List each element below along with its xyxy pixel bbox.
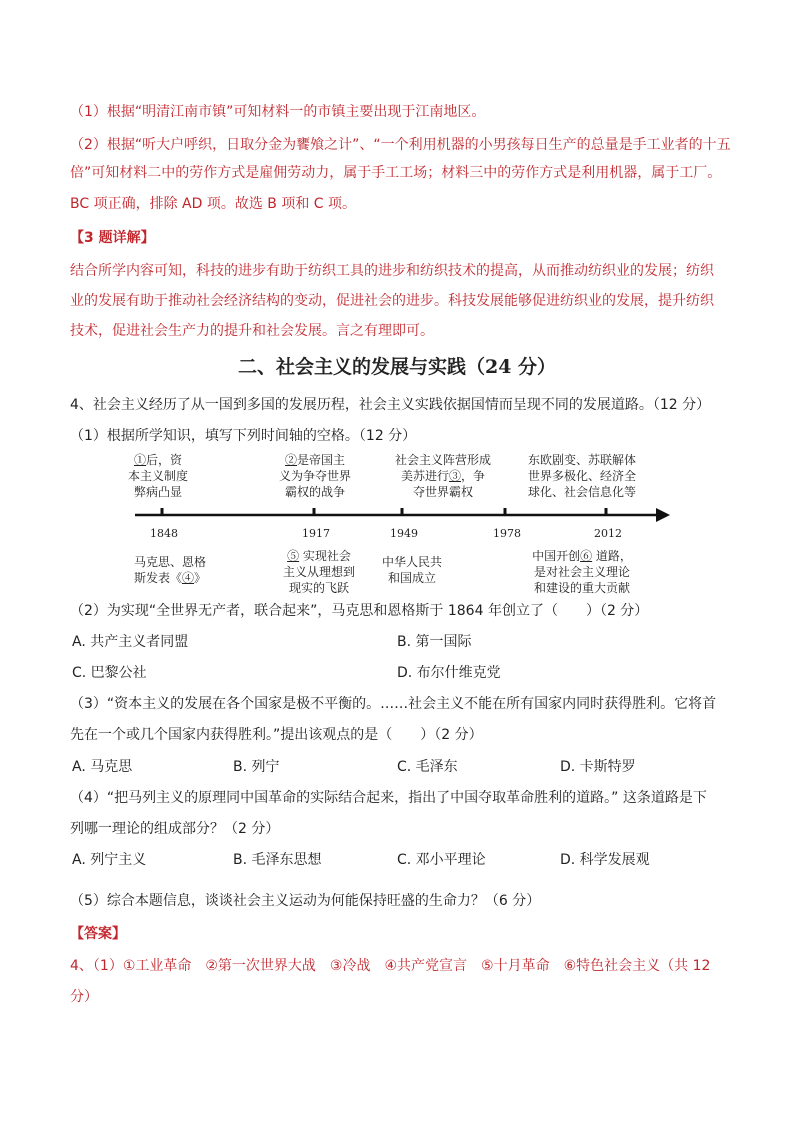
analysis-paragraph: （1）根据“明清江南市镇”可知材料一的市镇主要出现于江南地区。 bbox=[70, 104, 486, 120]
answer-text: 分） bbox=[70, 989, 98, 1005]
analysis-paragraph: （2）根据“听大户呼织，日取分金为饔飧之计”、“一个利用机器的小男孩每日生产的总量是手工业者的十五 bbox=[70, 137, 731, 153]
option-d[interactable]: D. 卡斯特罗 bbox=[560, 759, 636, 775]
blank-3: ③ bbox=[448, 469, 461, 483]
blank-5: ⑤ bbox=[287, 549, 300, 563]
timeline-bottom-label: ⑤ 实现社会 主义从理想到 现实的飞跃 bbox=[282, 549, 355, 595]
option-b[interactable]: B. 毛泽东思想 bbox=[233, 852, 322, 868]
sub-question-1: （1）根据所学知识，填写下列时间轴的空格。（12 分） bbox=[70, 428, 417, 444]
sub-question-2: （2）为实现“全世界无产者，联合起来”，马克思和恩格斯于 1864 年创立了（ ）（2 分） bbox=[70, 603, 649, 619]
option-c[interactable]: C. 毛泽东 bbox=[397, 759, 458, 775]
section-title: 二、社会主义的发展与实践（24 分） bbox=[237, 356, 557, 378]
analysis-paragraph: 技术，促进社会生产力的提升和社会发展。言之有理即可。 bbox=[70, 323, 434, 339]
year-label: 1917 bbox=[302, 527, 330, 540]
question-stem: 4、社会主义经历了从一国到多国的发展历程，社会主义实践依据国情而呈现不同的发展道路。（12 分） bbox=[70, 397, 711, 413]
blank-4: ④ bbox=[181, 571, 194, 585]
analysis-paragraph: 业的发展有助于推动社会经济结构的变动，促进社会的进步。科技发展能够促进纺织业的发展，提升纺织 bbox=[70, 293, 714, 309]
year-label: 1949 bbox=[390, 527, 418, 540]
option-b[interactable]: B. 第一国际 bbox=[397, 634, 472, 650]
option-d[interactable]: D. 布尔什维克党 bbox=[397, 665, 501, 681]
timeline-bottom-label: 中国开创⑥ 道路， 是对社会主义理论 和建设的重大贡献 bbox=[532, 549, 632, 595]
blank-6: ⑥ bbox=[580, 549, 593, 563]
sub-question-4: 列哪一理论的组成部分？（2 分） bbox=[70, 821, 280, 837]
option-a[interactable]: A. 列宁主义 bbox=[72, 852, 147, 868]
timeline-bottom-label: 马克思、恩格 斯发表《④》 bbox=[133, 555, 207, 585]
sub-question-3: （3）“资本主义的发展在各个国家是极不平衡的。……社会主义不能在所有国家内同时获得胜利。它将首 bbox=[70, 696, 717, 712]
option-c[interactable]: C. 巴黎公社 bbox=[72, 665, 147, 681]
option-c[interactable]: C. 邓小平理论 bbox=[397, 852, 486, 868]
q3-detail-heading: 【3 题详解】 bbox=[70, 230, 155, 246]
year-label: 1978 bbox=[493, 527, 521, 540]
option-d[interactable]: D. 科学发展观 bbox=[560, 852, 650, 868]
analysis-paragraph: BC 项正确，排除 AD 项。故选 B 项和 C 项。 bbox=[70, 196, 357, 212]
sub-question-5: （5）综合本题信息，谈谈社会主义运动为何能保持旺盛的生命力？（6 分） bbox=[70, 893, 541, 909]
timeline-bottom-label: 中华人民共 和国成立 bbox=[381, 555, 442, 585]
blank-2: ② bbox=[284, 453, 297, 467]
timeline-top-label: 东欧剧变、苏联解体 世界多极化、经济全 球化、社会信息化等 bbox=[527, 453, 636, 499]
answer-text: 4、（1）①工业革命 ②第一次世界大战 ③冷战 ④共产党宣言 ⑤十月革命 ⑥特色社会主义（共 12 bbox=[70, 958, 711, 974]
sub-question-4: （4）“把马列主义的原理同中国革命的实际结合起来，指出了中国夺取革命胜利的道路。” 这条道路是下 bbox=[70, 790, 707, 806]
answer-heading: 【答案】 bbox=[70, 926, 126, 942]
timeline-top-label: ②是帝国主 义为争夺世界 霸权的战争 bbox=[278, 453, 351, 499]
option-b[interactable]: B. 列宁 bbox=[233, 759, 280, 775]
analysis-paragraph: 结合所学内容可知，科技的进步有助于纺织工具的进步和纺织技术的提高，从而推动纺织业的发展；纺织 bbox=[70, 263, 714, 279]
year-label: 2012 bbox=[594, 527, 622, 540]
blank-1: ① bbox=[133, 453, 146, 467]
option-a[interactable]: A. 马克思 bbox=[72, 759, 133, 775]
timeline-top-label: ①后，资 本主义制度 弊病凸显 bbox=[127, 453, 188, 499]
timeline-top-label: 社会主义阵营形成 美苏进行③，争 夺世界霸权 bbox=[394, 453, 491, 499]
option-a[interactable]: A. 共产主义者同盟 bbox=[72, 634, 189, 650]
sub-question-3: 先在一个或几个国家内获得胜利。”提出该观点的是（ ）（2 分） bbox=[70, 727, 483, 743]
year-label: 1848 bbox=[150, 527, 178, 540]
analysis-paragraph: 倍”可知材料二中的劳作方式是雇佣劳动力，属于手工工场；材料三中的劳作方式是利用机器，属于工厂。 bbox=[70, 165, 722, 181]
